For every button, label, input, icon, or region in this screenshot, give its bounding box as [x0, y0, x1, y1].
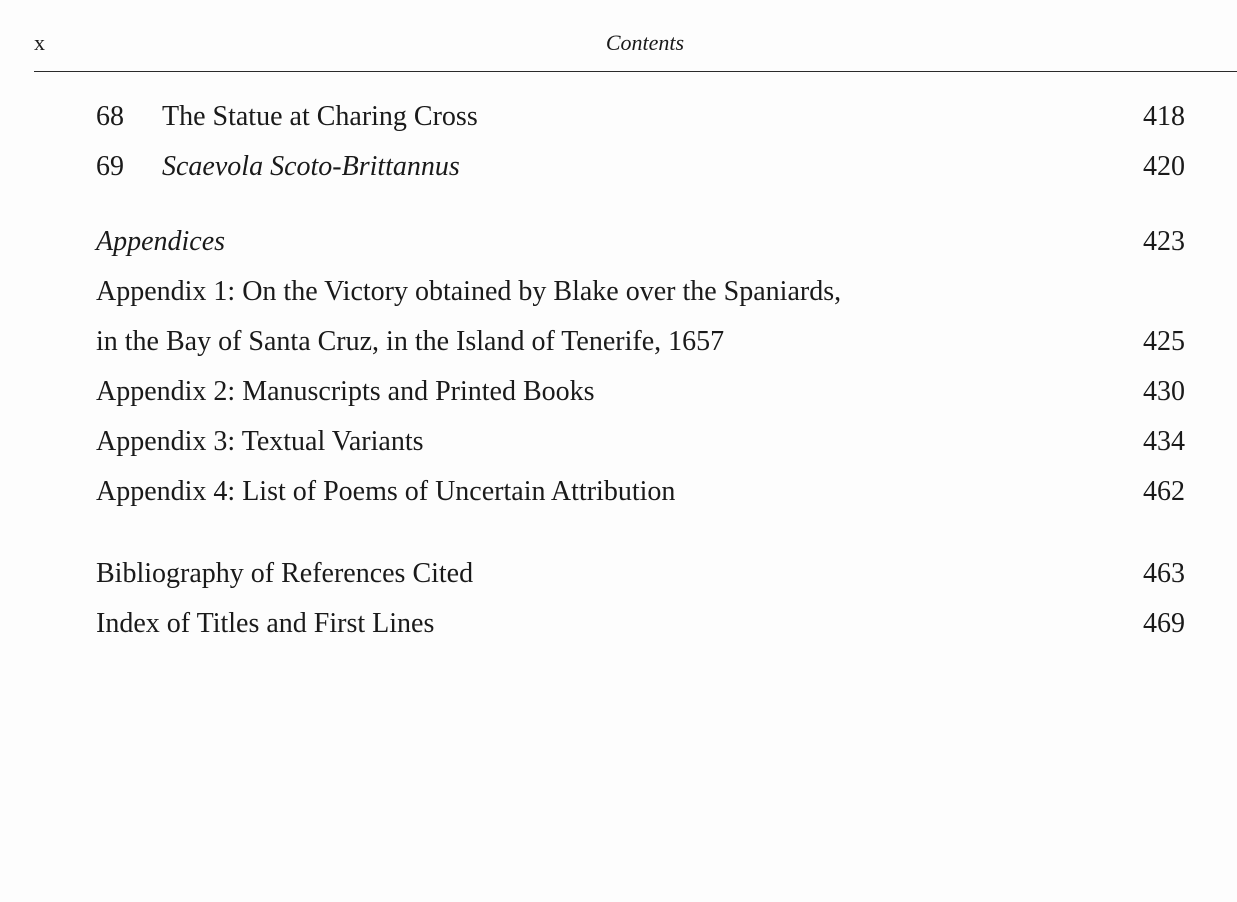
toc-section-heading: [96, 225, 1185, 259]
toc-entry-page: 430: [1143, 376, 1185, 407]
toc-section-title: Appendices: [96, 226, 226, 257]
toc-entry-page: 434: [1143, 426, 1185, 457]
toc-entry-title: in the Bay of Santa Cruz, in the Island of Tenerife, 1657: [96, 326, 725, 357]
toc-entry-number: 68: [96, 101, 124, 132]
toc-entry-page: 420: [1143, 151, 1185, 182]
toc-entry: [96, 425, 1185, 459]
toc-entry-title: Appendix 2: Manuscripts and Printed Books: [96, 376, 595, 407]
toc-entry: [96, 607, 1185, 641]
toc-entry-title: Appendix 1: On the Victory obtained by Blake over the Spaniards,: [96, 276, 842, 307]
toc-entry: [96, 557, 1185, 591]
toc-entry: [96, 100, 1185, 134]
toc-entry: [96, 375, 1185, 409]
toc-entry-page: 469: [1143, 608, 1185, 639]
toc-entry: [96, 475, 1185, 509]
toc-entry-title: Appendix 3: Textual Variants: [96, 426, 424, 457]
header-rule: [34, 71, 1237, 72]
toc-entry-continuation: [96, 325, 1185, 359]
toc-entry-title: Index of Titles and First Lines: [96, 608, 435, 639]
toc-entry-title: Appendix 4: List of Poems of Uncertain Attribution: [96, 476, 676, 507]
toc-entry-page: 418: [1143, 101, 1185, 132]
toc-entry-title: Bibliography of References Cited: [96, 558, 474, 589]
toc-entry-title: The Statue at Charing Cross: [162, 101, 478, 132]
toc-entry: [96, 150, 1185, 184]
page-folio: x: [34, 30, 45, 55]
toc-entry-page: 423: [1143, 226, 1185, 257]
toc-entry-page: 463: [1143, 558, 1185, 589]
running-head: Contents: [605, 30, 685, 55]
toc-entry-page: 462: [1143, 476, 1185, 507]
toc-entry: [96, 275, 1185, 309]
toc-entry-title: Scaevola Scoto-Brittannus: [162, 151, 460, 182]
toc-entry-number: 69: [96, 151, 124, 182]
toc-entry-page: 425: [1143, 326, 1185, 357]
